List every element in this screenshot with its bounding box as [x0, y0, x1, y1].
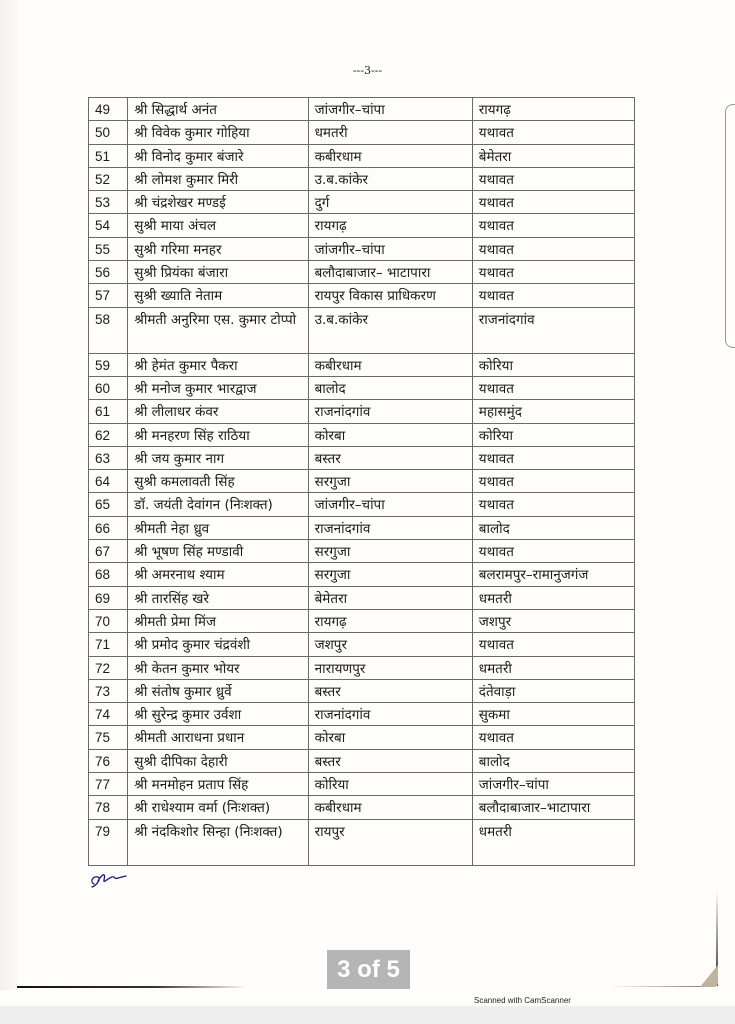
current-posting: बलौदाबाजार– भाटापारा: [308, 261, 472, 284]
row-number: 64: [89, 470, 128, 493]
next-page-peek[interactable]: [725, 104, 735, 348]
employee-name: श्रीमती प्रेमा मिंज: [128, 609, 308, 632]
row-number: 56: [89, 261, 128, 284]
row-number: 78: [89, 796, 128, 819]
current-posting: बेमेतरा: [308, 586, 472, 609]
table-row: [89, 144, 635, 167]
row-number: 50: [89, 121, 128, 144]
table-row: [89, 470, 635, 493]
employee-name: सुश्री कमलावती सिंह: [128, 470, 308, 493]
page-indicator: 3 of 5: [327, 950, 410, 989]
table-row: [89, 819, 635, 865]
table-row: [89, 167, 635, 190]
employee-name: श्री विवेक कुमार गोहिया: [128, 121, 308, 144]
current-posting: राजनांदगांव: [308, 516, 472, 539]
table-row: [89, 656, 635, 679]
table-row: [89, 121, 635, 144]
row-number: 58: [89, 307, 128, 353]
current-posting: जांजगीर–चांपा: [308, 98, 472, 121]
table-row: [89, 284, 635, 307]
current-posting: राजनांदगांव: [308, 703, 472, 726]
current-posting: दुर्ग: [308, 191, 472, 214]
new-posting: बेमेतरा: [472, 144, 634, 167]
employee-name: श्रीमती अनुरिमा एस. कुमार टोप्पो: [128, 307, 308, 353]
transfer-table: [88, 97, 635, 866]
new-posting: धमतरी: [472, 819, 634, 865]
current-posting: बस्तर: [308, 446, 472, 469]
employee-name: श्री नंदकिशोर सिन्हा (निःशक्त): [128, 819, 308, 865]
table-row: [89, 703, 635, 726]
new-posting: यथावत: [472, 633, 634, 656]
camscanner-watermark: Scanned with CamScanner: [474, 996, 571, 1005]
current-posting: उ.ब.कांकेर: [308, 307, 472, 353]
current-posting: नारायणपुर: [308, 656, 472, 679]
row-number: 76: [89, 749, 128, 772]
employee-name: श्री हेमंत कुमार पैकरा: [128, 353, 308, 376]
current-posting: सरगुजा: [308, 470, 472, 493]
row-number: 51: [89, 144, 128, 167]
employee-name: श्री सिद्धार्थ अनंत: [128, 98, 308, 121]
table-row: [89, 633, 635, 656]
table-row: [89, 726, 635, 749]
new-posting: धमतरी: [472, 586, 634, 609]
new-posting: यथावत: [472, 261, 634, 284]
row-number: 57: [89, 284, 128, 307]
table-row: [89, 586, 635, 609]
employee-name: सुश्री माया अंचल: [128, 214, 308, 237]
current-posting: कोरिया: [308, 773, 472, 796]
table-row: [89, 540, 635, 563]
table-row: [89, 493, 635, 516]
current-posting: कोरबा: [308, 726, 472, 749]
new-posting: बलौदाबाजार–भाटापारा: [472, 796, 634, 819]
employee-name: सुश्री प्रियंका बंजारा: [128, 261, 308, 284]
row-number: 72: [89, 656, 128, 679]
table-row: [89, 237, 635, 260]
employee-name: श्री सुरेन्द्र कुमार उर्वशा: [128, 703, 308, 726]
current-posting: धमतरी: [308, 121, 472, 144]
row-number: 74: [89, 703, 128, 726]
employee-name: श्री मनहरण सिंह राठिया: [128, 423, 308, 446]
table-row: [89, 423, 635, 446]
employee-name: श्री जय कुमार नाग: [128, 446, 308, 469]
new-posting: रायगढ़: [472, 98, 634, 121]
employee-name: श्री भूषण सिंह मण्डावी: [128, 540, 308, 563]
employee-name: श्री संतोष कुमार ध्रुर्वे: [128, 679, 308, 702]
row-number: 63: [89, 446, 128, 469]
employee-name: श्री अमरनाथ श्याम: [128, 563, 308, 586]
new-posting: जशपुर: [472, 609, 634, 632]
current-posting: जशपुर: [308, 633, 472, 656]
employee-name: श्रीमती नेहा ध्रुव: [128, 516, 308, 539]
new-posting: बालोद: [472, 516, 634, 539]
table-row: [89, 98, 635, 121]
employee-name: सुश्री दीपिका देहारी: [128, 749, 308, 772]
viewer-bottom-bar: [0, 1006, 735, 1024]
new-posting: यथावत: [472, 726, 634, 749]
table-row: [89, 749, 635, 772]
new-posting: यथावत: [472, 446, 634, 469]
page-shadow: [0, 0, 18, 990]
row-number: 61: [89, 400, 128, 423]
current-posting: जांजगीर–चांपा: [308, 237, 472, 260]
row-number: 66: [89, 516, 128, 539]
current-posting: कबीरधाम: [308, 796, 472, 819]
new-posting: यथावत: [472, 284, 634, 307]
employee-name: श्री लोमश कुमार मिरी: [128, 167, 308, 190]
table-row: [89, 609, 635, 632]
employee-name: श्री केतन कुमार भोयर: [128, 656, 308, 679]
table-row: [89, 446, 635, 469]
row-number: 55: [89, 237, 128, 260]
table-row: [89, 563, 635, 586]
table-row: [89, 773, 635, 796]
new-posting: सुकमा: [472, 703, 634, 726]
new-posting: यथावत: [472, 214, 634, 237]
current-posting: बस्तर: [308, 749, 472, 772]
table-row: [89, 191, 635, 214]
row-number: 60: [89, 376, 128, 399]
row-number: 67: [89, 540, 128, 563]
row-number: 71: [89, 633, 128, 656]
employee-name: श्री मनोज कुमार भारद्वाज: [128, 376, 308, 399]
signature-icon: [88, 868, 128, 890]
page-bottom-edge: [17, 986, 247, 988]
row-number: 59: [89, 353, 128, 376]
new-posting: यथावत: [472, 121, 634, 144]
page-number-header: ---3---: [352, 64, 383, 77]
row-number: 52: [89, 167, 128, 190]
current-posting: रायगढ़: [308, 214, 472, 237]
employee-name: श्रीमती आराधना प्रधान: [128, 726, 308, 749]
new-posting: यथावत: [472, 191, 634, 214]
row-number: 68: [89, 563, 128, 586]
current-posting: रायपुर विकास प्राधिकरण: [308, 284, 472, 307]
new-posting: यथावत: [472, 540, 634, 563]
employee-name: श्री राधेश्याम वर्मा (निःशक्त): [128, 796, 308, 819]
employee-name: श्री प्रमोद कुमार चंद्रवंशी: [128, 633, 308, 656]
employee-name: श्री लीलाधर कंवर: [128, 400, 308, 423]
current-posting: सरगुजा: [308, 563, 472, 586]
new-posting: महासमुंद: [472, 400, 634, 423]
new-posting: यथावत: [472, 237, 634, 260]
new-posting: यथावत: [472, 376, 634, 399]
current-posting: कोरबा: [308, 423, 472, 446]
employee-name: सुश्री ख्याति नेताम: [128, 284, 308, 307]
table-row: [89, 679, 635, 702]
table-row: [89, 400, 635, 423]
current-posting: राजनांदगांव: [308, 400, 472, 423]
table-row: [89, 376, 635, 399]
current-posting: कबीरधाम: [308, 353, 472, 376]
table-row: [89, 516, 635, 539]
current-posting: बालोद: [308, 376, 472, 399]
new-posting: यथावत: [472, 493, 634, 516]
table-row: [89, 796, 635, 819]
new-posting: यथावत: [472, 167, 634, 190]
current-posting: कबीरधाम: [308, 144, 472, 167]
new-posting: धमतरी: [472, 656, 634, 679]
row-number: 53: [89, 191, 128, 214]
employee-name: श्री चंद्रशेखर मण्डई: [128, 191, 308, 214]
current-posting: रायपुर: [308, 819, 472, 865]
row-number: 73: [89, 679, 128, 702]
row-number: 65: [89, 493, 128, 516]
row-number: 54: [89, 214, 128, 237]
table-row: [89, 307, 635, 353]
row-number: 79: [89, 819, 128, 865]
row-number: 70: [89, 609, 128, 632]
new-posting: कोरिया: [472, 423, 634, 446]
current-posting: सरगुजा: [308, 540, 472, 563]
page-bottom-edge-right: [610, 986, 710, 987]
employee-name: सुश्री गरिमा मनहर: [128, 237, 308, 260]
row-number: 75: [89, 726, 128, 749]
table-row: [89, 214, 635, 237]
new-posting: जांजगीर–चांपा: [472, 773, 634, 796]
new-posting: यथावत: [472, 470, 634, 493]
table-row: [89, 261, 635, 284]
row-number: 62: [89, 423, 128, 446]
new-posting: कोरिया: [472, 353, 634, 376]
new-posting: राजनांदगांव: [472, 307, 634, 353]
employee-name: श्री विनोद कुमार बंजारे: [128, 144, 308, 167]
employee-name: श्री मनमोहन प्रताप सिंह: [128, 773, 308, 796]
current-posting: जांजगीर–चांपा: [308, 493, 472, 516]
new-posting: दंतेवाड़ा: [472, 679, 634, 702]
current-posting: उ.ब.कांकेर: [308, 167, 472, 190]
row-number: 49: [89, 98, 128, 121]
row-number: 77: [89, 773, 128, 796]
new-posting: बालोद: [472, 749, 634, 772]
employee-name: श्री तारसिंह खरे: [128, 586, 308, 609]
row-number: 69: [89, 586, 128, 609]
employee-name: डॉ. जयंती देवांगन (निःशक्त): [128, 493, 308, 516]
new-posting: बलरामपुर–रामानुजगंज: [472, 563, 634, 586]
current-posting: रायगढ़: [308, 609, 472, 632]
current-posting: बस्तर: [308, 679, 472, 702]
table-row: [89, 353, 635, 376]
